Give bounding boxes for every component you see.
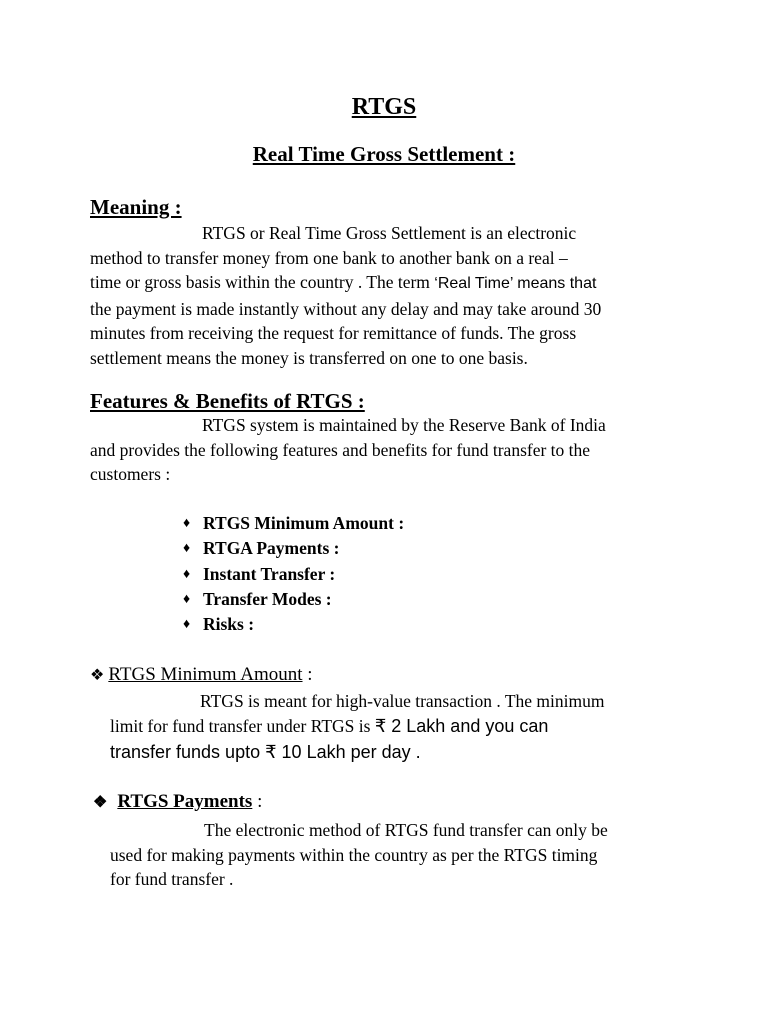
list-item: ♦ RTGA Payments : [183,536,404,561]
list-item: ♦ Risks : [183,612,404,637]
payments-heading: ❖ RTGS Payments : [93,791,263,812]
list-item: ♦ Transfer Modes : [183,587,404,612]
meaning-line-3b: ‘Real Time’ means that [434,275,597,292]
diamond-bullet-icon: ♦ [183,516,191,531]
features-paragraph [90,413,700,487]
diamond-bullet-icon: ♦ [183,617,191,633]
clover-bullet-icon: ❖ [90,667,105,684]
page-title: RTGS [351,94,417,120]
clover-bullet-icon: ❖ [93,794,108,811]
diamond-bullet-icon: ♦ [183,591,191,607]
meaning-line-5: minutes from receiving the request for remittance of funds. The gross [90,323,577,343]
features-line-1: RTGS system is maintained by the Reserve Bank of India [202,415,606,435]
min-amount-line-2b: ₹ 2 Lakh and you can [374,715,549,736]
min-amount-line-1: RTGS is meant for high-value transaction . The minimum [200,691,605,711]
min-amount-line-2a: limit for fund transfer under RTGS is [110,715,375,736]
payments-line-2: used for making payments within the country as per the RTGS timing [110,844,598,865]
payments-line-3: for fund transfer . [110,869,234,889]
diamond-bullet-icon: ♦ [183,541,191,557]
list-item: ♦ Instant Transfer : [183,562,404,587]
min-amount-paragraph [110,689,710,766]
meaning-line-1: RTGS or Real Time Gross Settlement is an electronic [202,223,577,243]
meaning-line-2: method to transfer money from one bank to another bank on a real – [90,247,568,268]
features-heading: Features & Benefits of RTGS : [90,389,365,413]
meaning-line-6: settlement means the money is transferred on one to one basis. [90,347,528,368]
meaning-paragraph [90,221,700,370]
meaning-heading: Meaning : [90,195,182,219]
min-amount-line-3: transfer funds upto ₹ 10 Lakh per day . [110,742,421,762]
meaning-line-4: the payment is made instantly without any delay and may take around 30 [90,298,602,319]
features-line-2: and provides the following features and benefits for fund transfer to the [90,439,591,460]
diamond-bullet-icon: ♦ [183,566,191,582]
page-subtitle: Real Time Gross Settlement : [252,142,516,166]
list-item: ♦ RTGS Minimum Amount : [183,511,404,536]
features-line-3: customers : [90,464,171,484]
min-amount-heading: ❖ RTGS Minimum Amount : [90,664,313,685]
meaning-line-3a: time or gross basis within the country . The term [90,272,435,292]
payments-paragraph [110,818,710,892]
features-bullet-list [183,511,404,637]
payments-line-1: The electronic method of RTGS fund transfer can only be [204,820,608,840]
